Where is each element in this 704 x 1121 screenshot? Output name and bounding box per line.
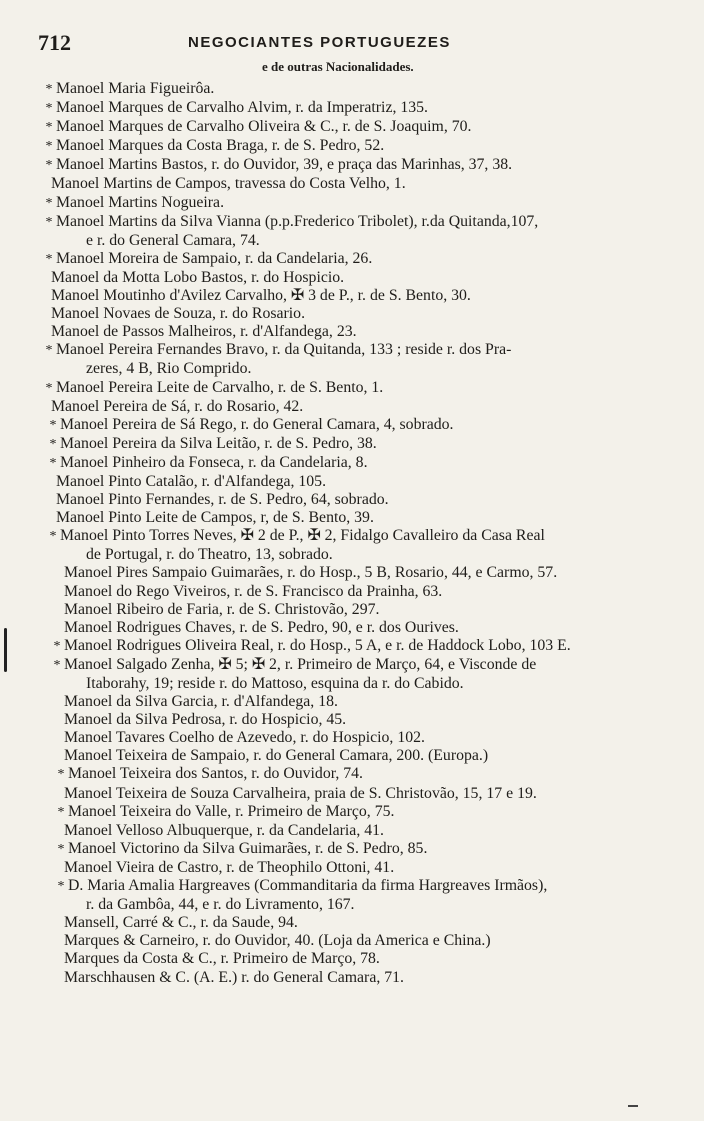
entry-text: Manoel Tavares Coelho de Azevedo, r. do Hospicio, 102. — [64, 729, 425, 747]
asterisk-marker: * — [45, 158, 53, 174]
running-subtitle: e de outras Nacionalidades. — [262, 59, 414, 74]
directory-entry — [0, 840, 704, 859]
directory-entry — [0, 305, 704, 323]
asterisk-marker: * — [45, 120, 53, 136]
asterisk-marker: * — [49, 436, 57, 452]
directory-entry — [0, 859, 704, 877]
asterisk-marker: * — [45, 214, 53, 230]
directory-entry — [0, 527, 704, 546]
entry-text: Manoel Maria Figueirôa. — [56, 80, 215, 97]
entry-continuation-line — [0, 232, 704, 250]
entry-text: Manoel Marques de Carvalho Oliveira & C., r. de S. Joaquim, 70. — [56, 118, 472, 136]
entry-text: Manoel da Silva Pedrosa, r. do Hospicio, 45. — [64, 711, 347, 729]
entry-text: zeres, 4 B, Rio Comprido. — [86, 360, 252, 378]
asterisk-marker: * — [45, 82, 53, 97]
directory-entry — [0, 950, 704, 968]
directory-entry — [0, 765, 704, 784]
asterisk-marker: * — [53, 638, 61, 654]
directory-entry — [0, 822, 704, 840]
directory-entry — [0, 269, 704, 287]
entry-continuation-line — [0, 896, 704, 914]
directory-entry — [0, 729, 704, 747]
asterisk-marker: * — [45, 139, 53, 155]
directory-entry — [0, 99, 704, 118]
directory-entry — [0, 137, 704, 156]
entry-text: Manoel Teixeira de Souza Carvalheira, praia de S. Christovão, 15, 17 e 19. — [64, 784, 537, 802]
entry-text: D. Maria Amalia Hargreaves (Commanditaria da firma Hargreaves Irmãos), — [68, 877, 548, 895]
entry-text: Manoel Pires Sampaio Guimarães, r. do Hosp., 5 B, Rosario, 44, e Carmo, 57. — [64, 564, 558, 582]
directory-entry — [0, 323, 704, 341]
entry-text: Manoel Marques da Costa Braga, r. de S. Pedro, 52. — [56, 137, 385, 155]
directory-entry — [0, 454, 704, 473]
entry-text: Manoel Moreira de Sampaio, r. da Candelaria, 26. — [56, 249, 373, 267]
margin-bracket-mark — [4, 628, 7, 672]
ink-smudge — [628, 1105, 638, 1107]
directory-entry — [0, 416, 704, 435]
directory-entry — [0, 969, 704, 987]
asterisk-marker: * — [57, 841, 65, 857]
entry-text: Manoel Rodrigues Oliveira Real, r. do Hosp., 5 A, e r. de Haddock Lobo, 103 E. — [64, 636, 571, 654]
entry-continuation-line — [0, 546, 704, 564]
entry-text: Manoel Pinto Fernandes, r. de S. Pedro, 64, sobrado. — [56, 491, 389, 509]
entry-text: Manoel Vieira de Castro, r. de Theophilo Ottoni, 41. — [64, 858, 395, 876]
directory-entries — [0, 80, 704, 987]
entry-text: Manoel Marques de Carvalho Alvim, r. da Imperatriz, 135. — [56, 99, 429, 117]
asterisk-marker: * — [49, 455, 57, 471]
entry-text: Manoel Teixeira dos Santos, r. do Ouvidor, 74. — [68, 765, 364, 783]
directory-entry — [0, 564, 704, 582]
entry-text: Manoel Velloso Albuquerque, r. da Candelaria, 41. — [64, 821, 384, 839]
asterisk-marker: * — [57, 804, 65, 820]
directory-entry — [0, 156, 704, 175]
entry-text: Manoel do Rego Viveiros, r. de S. Francisco da Prainha, 63. — [64, 582, 443, 600]
entry-text: Mansell, Carré & C., r. da Saude, 94. — [64, 914, 298, 932]
asterisk-marker: * — [57, 879, 65, 895]
directory-entry — [0, 213, 704, 232]
entry-text: Manoel Pereira Leite de Carvalho, r. de S. Bento, 1. — [56, 378, 384, 396]
directory-entry — [0, 80, 704, 99]
directory-entry — [0, 785, 704, 803]
asterisk-marker: * — [45, 343, 53, 359]
directory-entry — [0, 398, 704, 416]
entry-text: Manoel da Silva Garcia, r. d'Alfandega, 18. — [64, 693, 338, 711]
entry-text: Manoel Teixeira de Sampaio, r. do General Camara, 200. (Europa.) — [64, 747, 489, 765]
entry-text: Manoel Pereira Fernandes Bravo, r. da Quitanda, 133 ; reside r. dos Pra- — [56, 341, 512, 359]
entry-text: Manoel Novaes de Souza, r. do Rosario. — [51, 305, 306, 323]
entry-text: Manoel de Passos Malheiros, r. d'Alfandega, 23. — [51, 323, 357, 341]
entry-text: Manoel Pereira da Silva Leitão, r. de S. Pedro, 38. — [60, 434, 377, 452]
directory-entry — [0, 250, 704, 269]
directory-entry — [0, 194, 704, 213]
running-title: NEGOCIANTES PORTUGUEZES — [188, 34, 451, 51]
directory-entry — [0, 473, 704, 491]
entry-text: Manoel Pinto Catalão, r. d'Alfandega, 105. — [56, 472, 327, 490]
entry-text: Manoel Pinheiro da Fonseca, r. da Candelaria, 8. — [60, 453, 368, 471]
directory-entry — [0, 619, 704, 637]
directory-entry — [0, 803, 704, 822]
directory-entry — [0, 583, 704, 601]
entry-text: Manoel Rodrigues Chaves, r. de S. Pedro, 90, e r. dos Ourives. — [64, 618, 459, 636]
entry-text: Manoel Pinto Torres Neves, ✠ 2 de P., ✠ 2, Fidalgo Cavalleiro da Casa Real — [60, 527, 545, 545]
directory-entry — [0, 118, 704, 137]
entry-text: e r. do General Camara, 74. — [86, 231, 260, 249]
directory-entry — [0, 711, 704, 729]
entry-text: Manoel Martins de Campos, travessa do Costa Velho, 1. — [51, 175, 406, 193]
entry-text: Manoel da Motta Lobo Bastos, r. do Hospicio. — [51, 268, 345, 286]
asterisk-marker: * — [49, 529, 57, 545]
directory-entry — [0, 637, 704, 656]
entry-text: Manoel Martins da Silva Vianna (p.p.Frederico Tribolet), r.da Quitanda,107, — [56, 212, 539, 230]
entry-text: Marques & Carneiro, r. do Ouvidor, 40. (Loja da America e China.) — [64, 932, 491, 950]
directory-entry — [0, 747, 704, 765]
asterisk-marker: * — [49, 417, 57, 433]
directory-entry — [0, 914, 704, 932]
directory-entry — [0, 287, 704, 305]
entry-text: Manoel Moutinho d'Avilez Carvalho, ✠ 3 de P., r. de S. Bento, 30. — [51, 287, 471, 305]
entry-text: de Portugal, r. do Theatro, 13, sobrado. — [86, 546, 333, 564]
entry-text: Manoel Ribeiro de Faria, r. de S. Christovão, 297. — [64, 600, 380, 618]
entry-continuation-line — [0, 360, 704, 378]
asterisk-marker: * — [45, 101, 53, 117]
entry-text: Marschhausen & C. (A. E.) r. do General Camara, 71. — [64, 968, 404, 986]
entry-text: Manoel Pinto Leite de Campos, r, de S. Bento, 39. — [56, 509, 374, 527]
directory-entry — [0, 877, 704, 896]
entry-text: Marques da Costa & C., r. Primeiro de Março, 78. — [64, 950, 380, 968]
asterisk-marker: * — [45, 251, 53, 267]
directory-entry — [0, 509, 704, 527]
entry-text: r. da Gambôa, 44, e r. do Livramento, 167. — [86, 896, 355, 914]
asterisk-marker: * — [45, 380, 53, 396]
asterisk-marker: * — [45, 195, 53, 211]
entry-text: Manoel Teixeira do Valle, r. Primeiro de Março, 75. — [68, 802, 395, 820]
directory-entry — [0, 435, 704, 454]
entry-text: Itaborahy, 19; reside r. do Mattoso, esquina da r. do Cabido. — [86, 675, 464, 692]
page-number: 712 — [38, 30, 71, 55]
entry-text: Manoel Victorino da Silva Guimarães, r. de S. Pedro, 85. — [68, 839, 428, 857]
directory-entry — [0, 656, 704, 675]
entry-text: Manoel Martins Nogueira. — [56, 193, 225, 211]
directory-entry — [0, 693, 704, 711]
directory-entry — [0, 341, 704, 360]
directory-entry — [0, 491, 704, 509]
directory-entry — [0, 601, 704, 619]
entry-continuation-line — [0, 675, 704, 693]
entry-text: Manoel Pereira de Sá Rego, r. do General Camara, 4, sobrado. — [60, 415, 454, 433]
directory-entry — [0, 379, 704, 398]
entry-text: Manoel Martins Bastos, r. do Ouvidor, 39, e praça das Marinhas, 37, 38. — [56, 156, 513, 174]
entry-text: Manoel Salgado Zenha, ✠ 5; ✠ 2, r. Primeiro de Março, 64, e Visconde de — [64, 655, 537, 673]
directory-entry — [0, 175, 704, 193]
entry-text: Manoel Pereira de Sá, r. do Rosario, 42. — [51, 397, 304, 415]
asterisk-marker: * — [57, 767, 65, 783]
asterisk-marker: * — [53, 657, 61, 673]
directory-entry — [0, 932, 704, 950]
